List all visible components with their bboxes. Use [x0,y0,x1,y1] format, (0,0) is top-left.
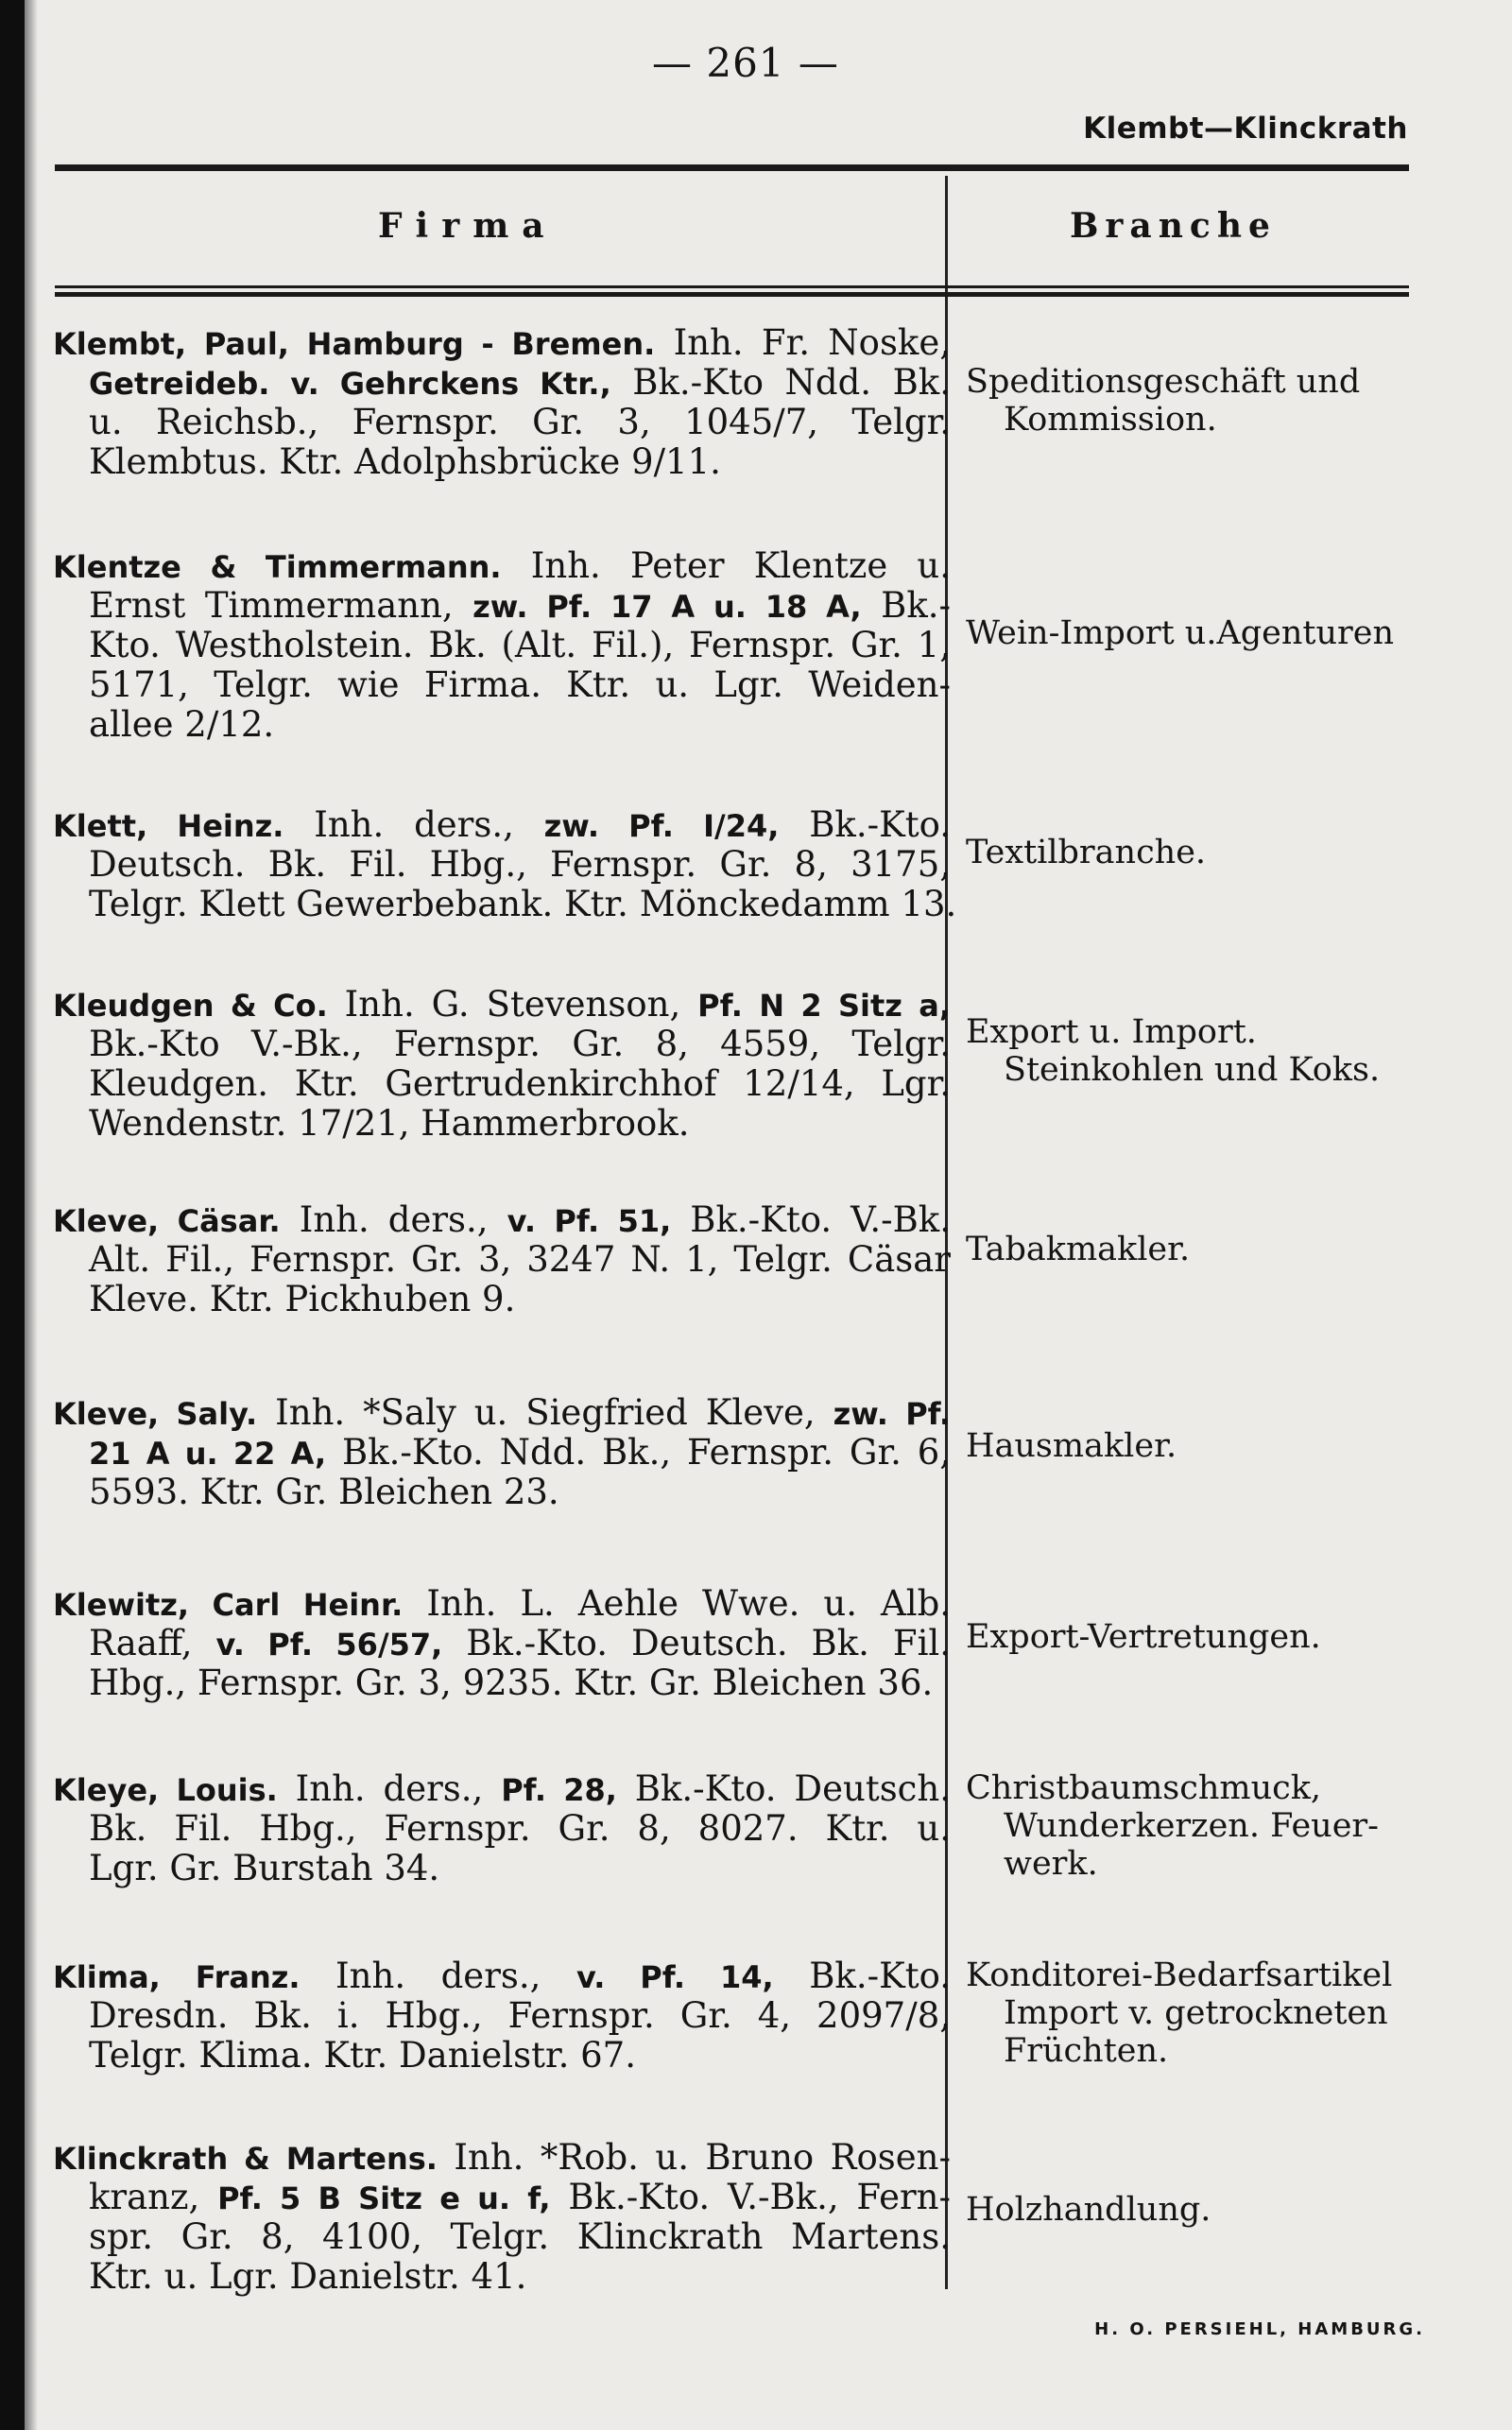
firma-line: Klembtus. Ktr. Adolphsbrücke 9/11. [89,441,721,482]
firma-line: kranz, Pf. 5 B Sitz e u. f, Bk.-Kto. V.-Bk., Fern- [89,2177,951,2217]
firma-line: 5593. Ktr. Gr. Bleichen 23. [89,1472,559,1512]
firma-line: Telgr. Klima. Ktr. Danielstr. 67. [89,2035,636,2076]
entry-firma [53,1393,951,1512]
firma-line: Kleve. Ktr. Pickhuben 9. [89,1279,516,1319]
branche-line: Tabakmakler. [966,1231,1191,1268]
branche-line: Steinkohlen und Koks. [1004,1051,1381,1089]
firma-line: Kleve, Cäsar. Inh. ders., v. Pf. 51, Bk.-Kto. V.-Bk. [53,1199,951,1240]
firma-line: allee 2/12. [89,704,275,745]
firma-line: Kleve, Saly. Inh. *Saly u. Siegfried Kleve, zw. Pf. [53,1392,952,1433]
branche-line: Wunderkerzen. Feuer- [1004,1807,1379,1845]
column-header-firma: Firma [378,206,558,246]
firma-line: Dresdn. Bk. i. Hbg., Fernspr. Gr. 4, 2097/8, [89,1995,951,2036]
firma-line: Klinckrath & Martens. Inh. *Rob. u. Bruno Rosen- [53,2137,951,2178]
entry-firma [53,804,957,924]
branche-line: Holzhandlung. [966,2191,1211,2229]
entry-branche [966,1956,1438,2070]
firma-line: Alt. Fil., Fernspr. Gr. 3, 3247 N. 1, Telgr. Cäsar [89,1239,951,1280]
firma-line: 21 A u. 22 A, Bk.-Kto. Ndd. Bk., Fernspr. Gr. 6, [89,1432,951,1473]
firm-name: Kleve, Cäsar. [53,1203,281,1239]
entry-branche [966,1427,1438,1465]
entry-firma [53,1769,951,1888]
firma-line: Kleye, Louis. Inh. ders., Pf. 28, Bk.-Kto. Deutsch. [53,1768,951,1809]
entry-firma [53,323,951,482]
firma-line: Klewitz, Carl Heinr. Inh. L. Aehle Wwe. u. Alb. [53,1583,952,1624]
firma-line: Klett, Heinz. Inh. ders., zw. Pf. I/24, Bk.-Kto. [53,804,951,845]
firm-name: Kleye, Louis. [53,1772,278,1808]
firma-line: Lgr. Gr. Burstah 34. [89,1848,440,1888]
firma-line: Wendenstr. 17/21, Hammerbrook. [89,1103,690,1144]
branche-line: Christbaumschmuck, [966,1769,1322,1807]
entry-branche [966,834,1438,871]
entry-branche [966,363,1438,439]
branche-line: Kommission. [1004,401,1217,439]
book-gutter-shade [25,0,38,2430]
entry-firma [53,985,951,1144]
entry-branche [966,1769,1438,1883]
firma-line: Raaff, v. Pf. 56/57, Bk.-Kto. Deutsch. Bk. Fil. [89,1623,951,1663]
firma-line: Kto. Westholstein. Bk. (Alt. Fil.), Fernspr. Gr. 1, [89,625,951,665]
firm-name: Klewitz, Carl Heinr. [53,1587,404,1623]
entry-firma [53,1584,951,1703]
entry-firma [53,546,951,745]
firma-line: Bk. Fil. Hbg., Fernspr. Gr. 8, 8027. Ktr. u. [89,1808,951,1849]
branche-line: Früchten. [1004,2032,1169,2070]
firm-name: Klembt, Paul, Hamburg - Bremen. [53,326,656,362]
branche-line: Hausmakler. [966,1427,1177,1465]
entry-branche [966,1231,1438,1268]
branche-line: Speditionsgeschäft und [966,363,1361,401]
firm-name: Kleudgen & Co. [53,988,328,1024]
firma-line: Kleudgen. Ktr. Gertrudenkirchhof 12/14, Lgr. [89,1063,951,1104]
firma-line: Hbg., Fernspr. Gr. 3, 9235. Ktr. Gr. Bleichen 36. [89,1663,934,1703]
firma-line: 5171, Telgr. wie Firma. Ktr. u. Lgr. Weiden- [89,664,951,705]
entry-firma [53,2138,951,2297]
column-header-branche: Branche [1070,206,1277,246]
entry-branche [966,1618,1438,1656]
branche-line: Export-Vertretungen. [966,1618,1321,1656]
printer-imprint: H. O. PERSIEHL, HAMBURG. [1094,2319,1425,2339]
branche-line: Import v. getrockneten [1004,1994,1388,2032]
branche-line: Wein-Import u.Agenturen [966,614,1395,652]
entry-firma [53,1956,951,2076]
running-head: Klembt—Klinckrath [1083,112,1408,146]
firm-name: Klima, Franz. [53,1959,301,1995]
firma-line: Deutsch. Bk. Fil. Hbg., Fernspr. Gr. 8, 3175, [89,844,951,885]
firma-line: Ernst Timmermann, zw. Pf. 17 A u. 18 A, Bk.- [89,585,952,626]
entry-branche [966,1013,1438,1089]
firm-name: Klett, Heinz. [53,808,284,844]
firma-line: Ktr. u. Lgr. Danielstr. 41. [89,2256,527,2297]
firma-line: Kleudgen & Co. Inh. G. Stevenson, Pf. N 2 Sitz a, [53,984,951,1025]
firma-line: spr. Gr. 8, 4100, Telgr. Klinckrath Martens. [89,2216,951,2257]
firma-line: Klentze & Timmermann. Inh. Peter Klentze u. [53,545,952,586]
page-number: — 261 — [652,40,839,86]
entry-firma [53,1200,951,1319]
firma-line: Telgr. Klett Gewerbebank. Ktr. Mönckedamm 13. [89,884,957,924]
branche-line: Export u. Import. [966,1013,1257,1051]
firma-line: Klima, Franz. Inh. ders., v. Pf. 14, Bk.-Kto. [53,1956,951,1996]
branche-line: Textilbranche. [966,834,1207,871]
entry-branche [966,2191,1438,2229]
branche-line: werk. [1004,1845,1098,1883]
firm-name: Klentze & Timmermann. [53,549,502,585]
entry-branche [966,614,1438,652]
header-rule-top [55,164,1409,171]
branche-line: Konditorei-Bedarfsartikel [966,1956,1393,1994]
firma-line: Getreideb. v. Gehrckens Ktr., Bk.-Kto Ndd. Bk. [89,362,951,403]
firma-line: Klembt, Paul, Hamburg - Bremen. Inh. Fr. Noske, [53,322,952,363]
firm-name: Klinckrath & Martens. [53,2141,438,2177]
firma-line: u. Reichsb., Fernspr. Gr. 3, 1045/7, Telgr. [89,402,951,442]
header-rule-double-b [55,292,1409,297]
firm-name: Kleve, Saly. [53,1396,258,1432]
book-spine-shadow [0,0,25,2430]
header-rule-double-a [55,285,1409,288]
firma-line: Bk.-Kto V.-Bk., Fernspr. Gr. 8, 4559, Telgr. [89,1024,951,1064]
